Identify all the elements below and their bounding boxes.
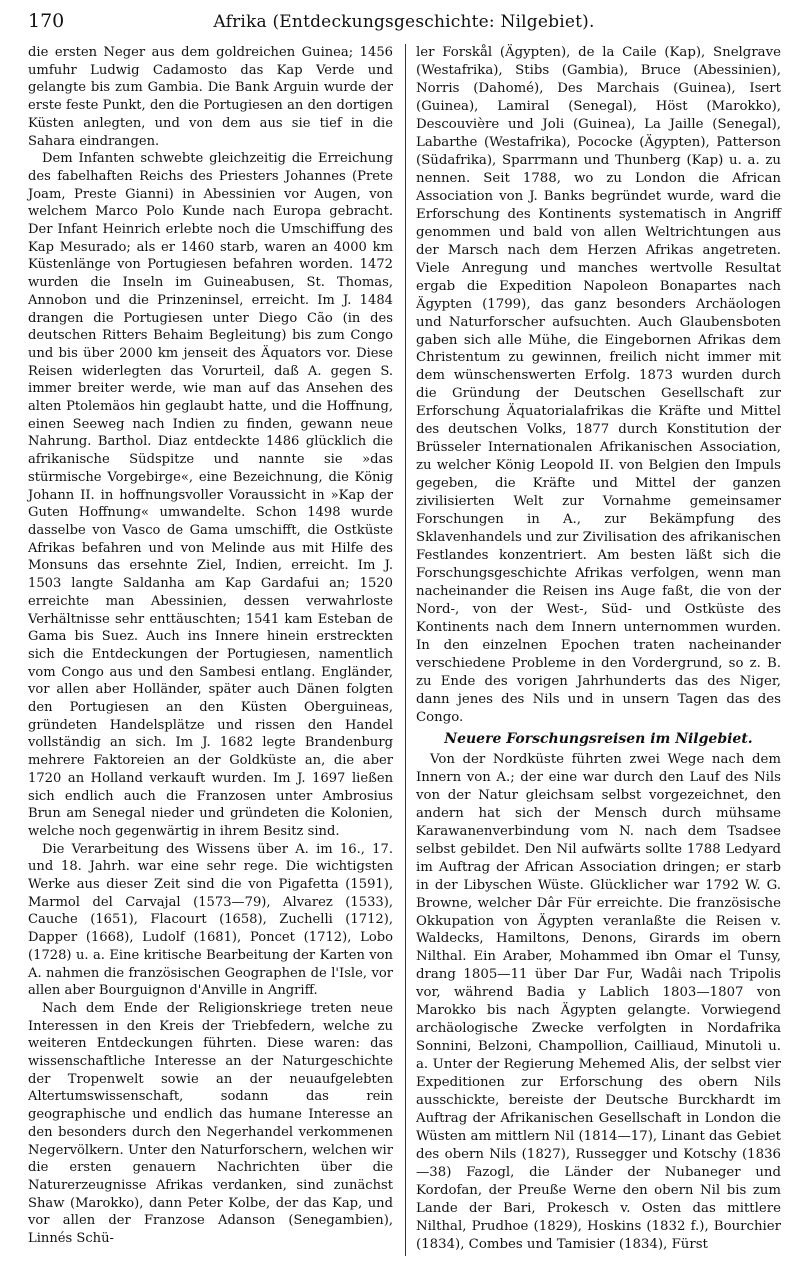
running-title: Afrika (Entdeckungsgeschichte: Nilgebiet). [213, 12, 595, 32]
column-divider [405, 44, 406, 1256]
paragraph: die ersten Neger aus dem goldreichen Guinea; 1456 umfuhr Ludwig Cadamosto das Kap Verde und gelangte bis zum Gambia. Die Bank Arguin wurde der erste feste Punkt, den die Portugiesen an den dortigen Küsten anlegten, und von dem aus sie tief in die Sahara eindrangen. [28, 45, 393, 149]
paragraph: Von der Nordküste führten zwei Wege nach dem Innern von A.; der eine war durch den Lauf des Nils von der Natur gleichsam selbst vorgezeichnet, den andern hat sich der Mensch durch mühsame Karawanenverbindung vom N. nach dem Tsadsee selbst gebildet. Den Nil aufwärts sollte 1788 Ledyard im Auftrag der African Association dringen; er starb in der Libyschen Wüste. Glücklicher war 1792 W. G. Browne, welcher Dâr Für erreichte. Die französische Okkupation von Ägypten veranlaßte die Reisen v. Waldecks, Hamiltons, Denons, Girards im obern Nilthal. Ein Araber, Mohammed ibn Omar el Tunsy, drang 1805—11 über Dar Fur, Wadâi nach Tripolis vor, während Badia y Lablich 1803—1807 von Marokko bis nach Ägypten gelangte. Vorwiegend archäologische Zwecke verfolgten in Nordafrika Sonnini, Belzoni, Champollion, Cailliaud, Minutoli u. a. Unter der Regierung Mehemed Alis, der selbst vier Expeditionen zur Erforschung des obern Nils ausschickte, bereiste der Deutsche Burckhardt im Auftrag der Afrikanischen Gesellschaft in London die Wüsten am mittlern Nil (1814—17), Linant das Gebiet des obern Nils (1827), Russegger und Kotschy (1836—38) Fazogl, die Länder der Nubaneger und Kordofan, der Preuße Werne den obern Nil bis zum Lande der Bari, Prokesch v. Osten das mittlere Nilthal, Prudhoe (1829), Hoskins (1832 f.), Bourchier (1834), Combes und Tamisier (1834), Fürst [416, 751, 782, 1252]
paragraph: Die Verarbeitung des Wissens über A. im 16., 17. und 18. Jahrh. war eine sehr rege. Die wichtigsten Werke aus dieser Zeit sind die von Pigafetta (1591), Marmol del Carvajal (1573—79), Alvarez (1533), Cauche (1651), Flacourt (1658), Zuchelli (1712), Dapper (1668), Ludolf (1681), Poncet (1712), Lobo (1728) u. a. Eine kritische Bearbeitung der Karten von A. nahmen die französischen Geographen de l'Isle, vor allen aber Bourguignon d'Anville in Angriff. [28, 841, 393, 999]
paragraph: Nach dem Ende der Religionskriege treten neue Interessen in den Kreis der Triebfedern, welche zu weiteren Entdeckungen führten. Diese waren: das wissenschaftliche Interesse an der Naturgeschichte der Tropenwelt sowie an der neuaufgelebten Altertumswissenschaft, sodann das rein geographische und endlich das humane Interesse an den besonders durch den Negerhandel verkommenen Negervölkern. Unter den Naturforschern, welchen wir die ersten genauern Nachrichten über die Naturerzeugnisse Afrikas verdanken, sind zunächst Shaw (Marokko), dann Peter Kolbe, der das Kap, und vor allen der Franzose Adanson (Senegambien), Linnés Schü- [28, 1000, 393, 1247]
paragraph: Dem Infanten schwebte gleichzeitig die Erreichung des fabelhaften Reichs des Priesters Johannes (Prete Joam, Preste Gianni) in Abessinien vor Augen, von welchem Marco Polo Kunde nach Europa gebracht. Der Infant Heinrich erlebte noch die Umschiffung des Kap Mesurado; als er 1460 starb, waren an 4000 km Küstenlänge von Portugiesen befahren worden. 1472 wurden die Inseln im Guineabusen, St. Thomas, Annobon und die Prinzeninsel, erreicht. Im J. 1484 drangen die Portugiesen unter Diego Cão (in des deutschen Ritters Behaim Begleitung) bis zum Congo und bis über 2000 km jenseit des Äquators vor. Diese Reisen widerlegten das Vorurteil, daß A. gegen S. immer breiter werde, wie man auf das Ansehen des alten Ptolemäos hin geglaubt hatte, und die Hoffnung, einen Seeweg nach Indien zu finden, gewann neue Nahrung. Barthol. Diaz entdeckte 1486 glücklich die afrikanische Südspitze und nannte sie »das stürmische Vorgebirge«, eine Bezeichnung, die König Johann II. in hoffnungsvoller Voraussicht in »Kap der Guten Hoffnung« umwandelte. Schon 1498 wurde dasselbe von Vasco de Gama umschifft, die Ostküste Afrikas befahren und von Melinde aus mit Hilfe des Monsuns das ersehnte Ziel, Indien, erreicht. Im J. 1503 langte Saldanha am Kap Gardafui an; 1520 erreichte man Abessinien, dessen verwahrloste Verhältnisse sehr enttäuschten; 1541 kam Esteban de Gama bis Suez. Auch ins Innere hinein erstreckten sich die Entdeckungen der Portugiesen, namentlich vom Congo aus und den Sambesi entlang. Engländer, vor allen aber Holländer, später auch Dänen folgten den Portugiesen an den Küsten Oberguineas, gründeten Handelsplätze und rissen den Handel vollständig an sich. Im J. 1682 legte Brandenburg mehrere Faktoreien an der Goldküste an, die aber 1720 an Holland verkauft wurden. Im J. 1697 ließen sich endlich auch die Franzosen unter Ambrosius Brun am Senegal nieder und gründeten die Kolonien, welche noch gegenwärtig in ihrem Besitz sind. [28, 151, 393, 839]
paragraph: ler Forskål (Ägypten), de la Caile (Kap), Snelgrave (Westafrika), Stibs (Gambia), Bruce (Abessinien), Norris (Dahomé), Des Marchais (Guinea), Isert (Guinea), Lamiral (Senegal), Höst (Marokko), Descouvière und Joli (Guinea), La Jaille (Senegal), Labarthe (Westafrika), Pococke (Ägypten), Patterson (Südafrika), Sparrmann und Thunberg (Kap) u. a. zu nennen. Seit 1788, wo zu London die African Association von J. Banks begründet wurde, ward die Erforschung des Kontinents systematisch in Angriff genommen und bald von allen Weltrichtungen aus der Marsch nach dem Herzen Afrikas angetreten. Viele Anregung und manches wertvolle Resultat ergab die Expedition Napoleon Bonapartes nach Ägypten (1799), das ganz besonders Archäologen und Naturforscher aufsuchten. Auch Glaubensboten gaben sich alle Mühe, die Eingebornen Afrikas dem Christentum zu gewinnen, freilich nicht immer mit dem wünschenswerten Erfolg. 1873 wurden durch die Gründung der Deutschen Gesellschaft zur Erforschung Äquatorialafrikas die Kräfte und Mittel des deutschen Volks, 1877 durch Konstitution der Brüsseler Internationalen Afrikanischen Association, zu welcher König Leopold II. von Belgien den Impuls gegeben, die Kräfte und Mittel der ganzen zivilisierten Welt zur Vornahme gemeinsamer Forschungen in A., zur Bekämpfung des Sklavenhandels und zur Zivilisation des afrikanischen Festlandes konzentriert. Am besten läßt sich die Forschungsgeschichte Afrikas verfolgen, wenn man nacheinander die Reisen ins Auge faßt, die von der Nord-, von der West-, Süd- und Ostküste des Kontinents nach dem Innern unternommen wurden. In den einzelnen Epochen traten nacheinander verschiedene Probleme in den Vordergrund, so z. B. zu Ende des vorigen Jahrhunderts das des Niger, dann jenes des Nils und in unsern Tagen das des Congo. [416, 45, 781, 725]
page-number: 170 [28, 10, 65, 32]
page-header [28, 10, 780, 36]
left-column [28, 44, 393, 1248]
right-column [416, 44, 781, 1254]
section-heading: Neuere Forschungsreisen im Nilgebiet. [444, 730, 753, 747]
